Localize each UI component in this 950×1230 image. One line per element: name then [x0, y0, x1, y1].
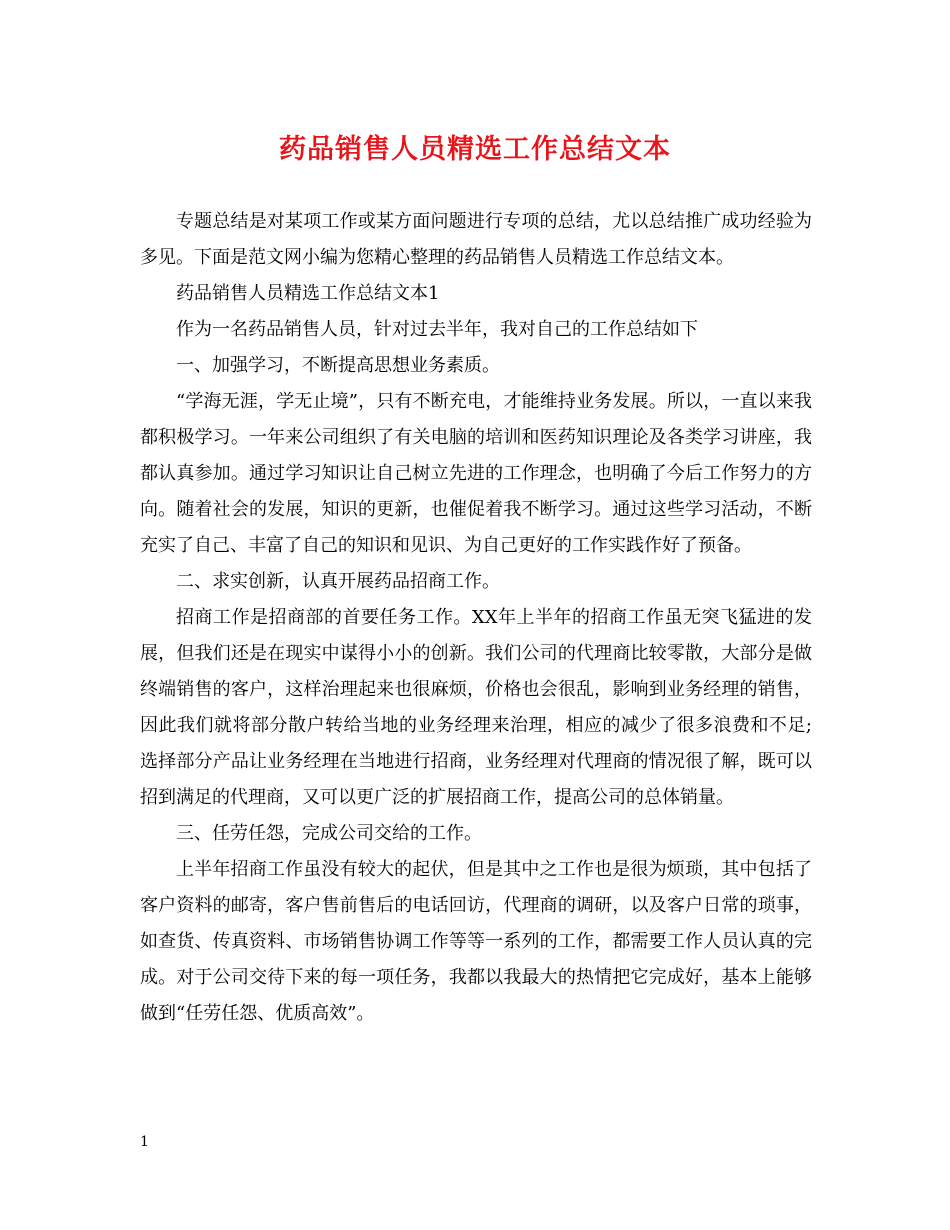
paragraph-intro: 专题总结是对某项工作或某方面问题进行专项的总结，尤以总结推广成功经验为多见。下面是范文网小编为您精心整理的药品销售人员精选工作总结文本。 — [140, 211, 812, 268]
document-body — [140, 204, 812, 1032]
document-title: 药品销售人员精选工作总结文本 — [279, 134, 671, 165]
paragraph-subtitle: 药品销售人员精选工作总结文本1 — [176, 283, 440, 304]
section-heading-2: 二、求实创新，认真开展药品招商工作。 — [176, 571, 500, 592]
page-number: 1 — [140, 1134, 149, 1150]
paragraph-section-1: “学海无涯，学无止境”，只有不断充电，才能维持业务发展。所以，一直以来我都积极学习。一年来公司组织了有关电脑的培训和医药知识理论及各类学习讲座，我都认真参加。通过学习知识让自己树立先进的工作理念，也明确了今后工作努力的方向。随着社会的发展，知识的更新，也催促着我不断学习。通过这些学习活动，不断充实了自己、丰富了自己的知识和见识、为自己更好的工作实践作好了预备。 — [140, 391, 812, 556]
section-heading-1: 一、加强学习，不断提高思想业务素质。 — [176, 355, 500, 376]
paragraph-section-3: 上半年招商工作虽没有较大的起伏，但是其中之工作也是很为烦琐，其中包括了客户资料的邮寄，客户售前售后的电话回访，代理商的调研，以及客户日常的琐事，如查货、传真资料、市场销售协调工作等等一系列的工作，都需要工作人员认真的完成。对于公司交待下来的每一项任务，我都以我最大的热情把它完成好，基本上能够做到“任劳任怨、优质高效”。 — [140, 859, 812, 1024]
section-heading-3: 三、任劳任怨，完成公司交给的工作。 — [176, 823, 482, 844]
paragraph-opening: 作为一名药品销售人员，针对过去半年，我对自己的工作总结如下 — [176, 319, 698, 340]
paragraph-section-2: 招商工作是招商部的首要任务工作。XX年上半年的招商工作虽无突飞猛进的发展，但我们还是在现实中谋得小小的创新。我们公司的代理商比较零散，大部分是做终端销售的客户，这样治理起来也很麻烦，价格也会很乱，影响到业务经理的销售，因此我们就将部分散户转给当地的业务经理来治理，相应的减少了很多浪费和不足;选择部分产品让业务经理在当地进行招商，业务经理对代理商的情况很了解，既可以招到满足的代理商，又可以更广泛的扩展招商工作，提高公司的总体销量。 — [140, 607, 812, 808]
